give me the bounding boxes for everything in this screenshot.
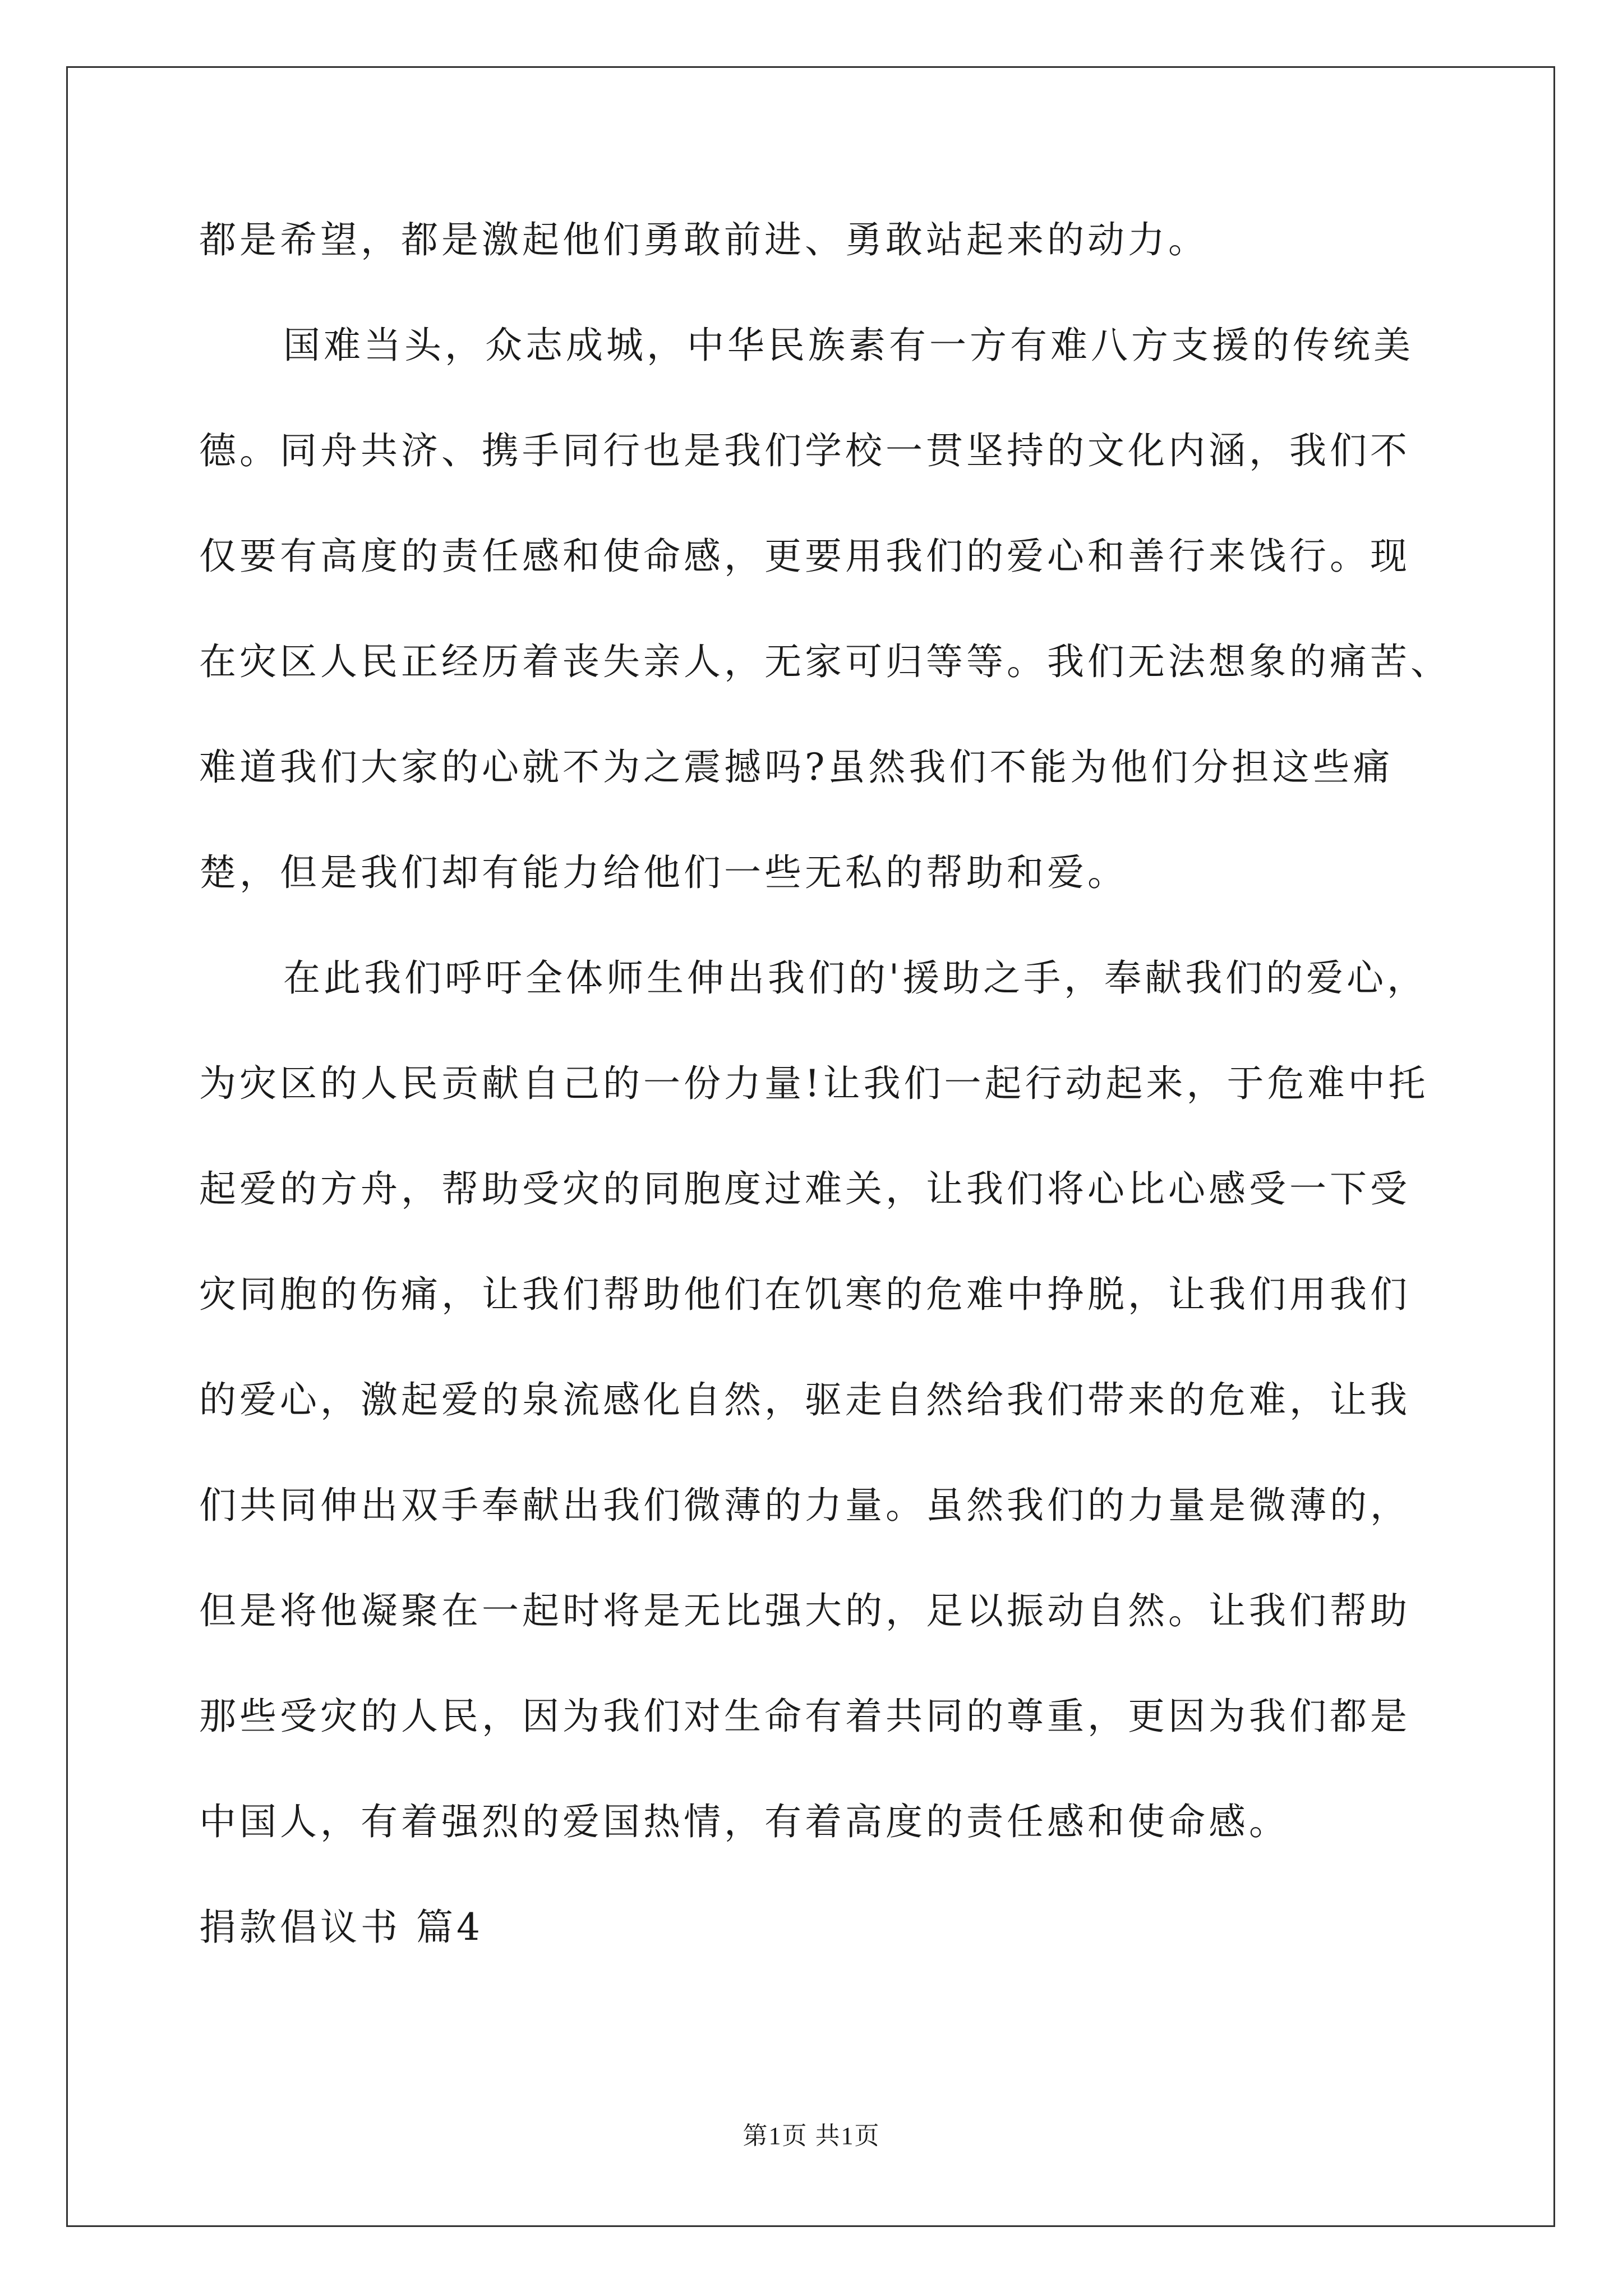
page-footer: 第1页 共1页 bbox=[743, 2122, 880, 2150]
paragraph-3-line-9: 中国人，有着强烈的爱国热情，有着高度的责任感和使命感。 bbox=[199, 1800, 1289, 1843]
paragraph-3-line-5: 的爱心，激起爱的泉流感化自然，驱走自然给我们带来的危难，让我 bbox=[199, 1378, 1410, 1421]
paragraph-3-line-1: 在此我们呼吁全体师生伸出我们的'援助之手，奉献我们的爱心， bbox=[283, 956, 1428, 1000]
paragraph-2-line-6: 楚，但是我们却有能力给他们一些无私的帮助和爱。 bbox=[199, 851, 1128, 894]
paragraph-2-line-4: 在灾区人民正经历着丧失亲人，无家可归等等。我们无法想象的痛苦、 bbox=[199, 640, 1451, 683]
paragraph-2-line-3: 仅要有高度的责任感和使命感，更要用我们的爱心和善行来饯行。现 bbox=[199, 535, 1410, 578]
paragraph-2-line-5: 难道我们大家的心就不为之震撼吗?虽然我们不能为他们分担这些痛 bbox=[199, 746, 1394, 789]
paragraph-3-line-3: 起爱的方舟，帮助受灾的同胞度过难关，让我们将心比心感受一下受 bbox=[199, 1167, 1410, 1211]
paragraph-2-line-1: 国难当头，众志成城，中华民族素有一方有难八方支援的传统美 bbox=[283, 324, 1414, 367]
paragraph-1-line-1: 都是希望，都是激起他们勇敢前进、勇敢站起来的动力。 bbox=[199, 218, 1209, 261]
section-heading: 捐款倡议书 篇4 bbox=[199, 1906, 483, 1949]
paragraph-3-line-6: 们共同伸出双手奉献出我们微薄的力量。虽然我们的力量是微薄的， bbox=[199, 1484, 1410, 1527]
paragraph-3-line-2: 为灾区的人民贡献自己的一份力量!让我们一起行动起来，于危难中托 bbox=[199, 1062, 1429, 1105]
paragraph-3-line-8: 那些受灾的人民，因为我们对生命有着共同的尊重，更因为我们都是 bbox=[199, 1695, 1410, 1738]
paragraph-3-line-7: 但是将他凝聚在一起时将是无比强大的，足以振动自然。让我们帮助 bbox=[199, 1589, 1410, 1632]
paragraph-3-line-4: 灾同胞的伤痛，让我们帮助他们在饥寒的危难中挣脱，让我们用我们 bbox=[199, 1273, 1410, 1316]
paragraph-2-line-2: 德。同舟共济、携手同行也是我们学校一贯坚持的文化内涵，我们不 bbox=[199, 429, 1410, 472]
